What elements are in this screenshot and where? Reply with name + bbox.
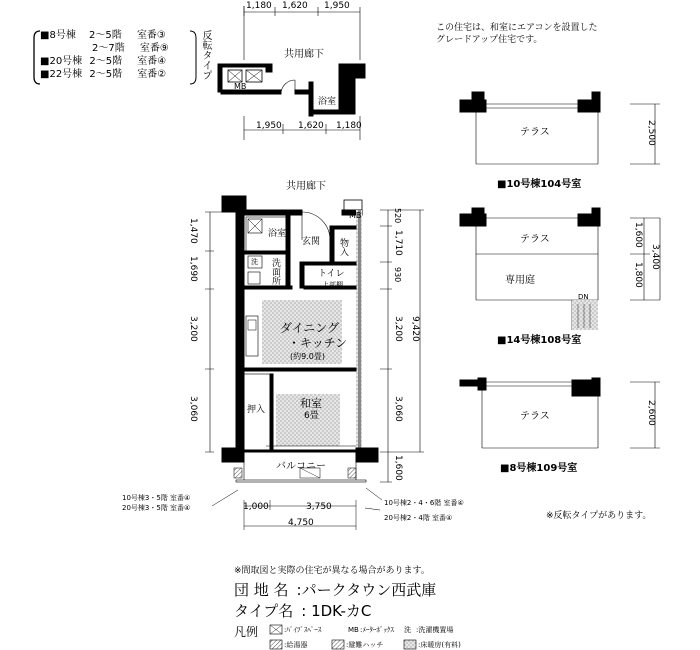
room-kitchen: ・キッチン <box>288 336 348 350</box>
variant-1-plan <box>460 92 660 164</box>
dim-left-3: 3,200 <box>188 316 198 342</box>
list-room: 室番③ <box>136 30 166 41</box>
legend-water-heater: :給湯器 <box>284 641 308 649</box>
dim-right-4: 3,200 <box>393 316 403 342</box>
list-room: 室番② <box>137 69 167 80</box>
list-row-1 <box>40 31 166 41</box>
inset-mb-label: MB <box>234 82 247 91</box>
variant-2-dim-3: 3,400 <box>650 244 660 270</box>
list-floors: 2〜5階 <box>89 56 123 67</box>
estate-name <box>234 583 436 598</box>
callout-right-2: 20号棟2・4階 室番④ <box>384 514 453 522</box>
list-floors: 2〜5階 <box>89 30 122 41</box>
legend-meter-box: :ﾒｰﾀｰﾎﾞｯｸｽ <box>360 626 394 634</box>
room-closet: 押入 <box>247 405 266 415</box>
dim-left-1: 1,470 <box>188 218 198 244</box>
variant-3-dim: 2,600 <box>646 400 656 426</box>
disclaimer: ※間取図と実際の住宅が異なる場合があります。 <box>234 566 430 576</box>
mb-label: MB <box>349 211 362 220</box>
variant-1-label: ■10号棟104号室 <box>497 179 582 190</box>
dim-right-3: 930 <box>393 267 402 283</box>
legend-floor-heating: :床暖房(有料) <box>418 641 461 649</box>
inset-dim-top-1: 1,180 <box>246 1 272 11</box>
note-line-2: グレードアップ住宅です。 <box>436 35 543 45</box>
legend-washer-symbol: 洗 <box>404 626 411 634</box>
list-building: 20号棟 <box>49 56 83 67</box>
dim-right-2: 1,710 <box>393 230 403 256</box>
variant-2-dim-1: 1,600 <box>633 222 643 248</box>
dim-right-1: 520 <box>393 208 402 224</box>
room-dining: ダイニング <box>280 321 340 335</box>
room-toilet-sub: 上部棚 <box>322 281 343 289</box>
legend-pipe-space: :ﾊﾟｲﾌﾟｽﾍﾟｰｽ <box>284 626 322 634</box>
variant-2-label: ■14号棟108号室 <box>497 335 582 346</box>
inset-dim-top-2: 1,620 <box>282 1 308 11</box>
list-floors: 2〜5階 <box>89 69 123 80</box>
type-value: : 1DK-カC <box>301 602 372 620</box>
variant-3-plan <box>460 378 660 448</box>
room-washroom: 洗面所 <box>270 258 280 285</box>
list-room: 室番⑨ <box>139 43 169 54</box>
variant-2-dim-2: 1,800 <box>633 262 643 288</box>
dim-right-6: 1,600 <box>393 455 403 481</box>
variant-3-label: ■8号棟109号室 <box>500 463 578 474</box>
dim-bottom-total: 4,750 <box>288 518 314 528</box>
inset-dim-bottom-3: 1,180 <box>336 121 362 131</box>
list-room: 室番④ <box>137 56 167 67</box>
corridor-label: 共用廊下 <box>286 181 326 192</box>
list-row-4 <box>40 70 166 80</box>
list-bullet: ■ <box>40 30 50 41</box>
type-name <box>234 604 371 619</box>
inset-bath-label: 浴室 <box>318 97 337 107</box>
dim-left-2: 1,690 <box>188 256 198 282</box>
room-balcony: バルコニー <box>276 461 326 472</box>
list-row-2 <box>92 44 169 54</box>
list-bullet: ■ <box>40 56 50 67</box>
inset-dim-top-3: 1,950 <box>324 1 350 11</box>
list-row-3 <box>40 57 166 67</box>
dim-left-4: 3,060 <box>188 396 198 422</box>
estate-value: :パークタウン西武庫 <box>296 581 437 599</box>
room-storage: 物入 <box>338 238 348 256</box>
reverse-bracket <box>190 31 196 84</box>
dim-total: 9,420 <box>410 316 420 342</box>
variant-2-garden: 専用庭 <box>505 275 535 286</box>
variant-1-dim: 2,500 <box>646 120 656 146</box>
note-line-1: この住宅は、和室にエアコンを設置した <box>436 23 598 33</box>
dim-right-5: 3,060 <box>393 396 403 422</box>
variant-2-terrace: テラス <box>520 234 550 245</box>
room-washitsu: 和室 <box>300 397 322 410</box>
room-washitsu-size: 6畳 <box>304 411 319 421</box>
room-dining-area: (約9.0畳) <box>290 352 325 361</box>
list-building: 8号棟 <box>49 30 76 41</box>
variant-2-dn: DN <box>578 293 589 301</box>
room-bath: 浴室 <box>268 229 287 239</box>
estate-label: 団 地 名 <box>234 581 289 599</box>
reverse-type-label: 反転タイプ <box>200 30 211 80</box>
legend-washer: :洗濯機置場 <box>416 626 454 634</box>
dim-bottom-2: 3,750 <box>306 502 332 512</box>
variant-2-plan <box>460 208 660 330</box>
inset-dim-bottom-1: 1,950 <box>256 121 282 131</box>
legend-mb-symbol: MB <box>348 626 359 634</box>
inset-dim-bottom-2: 1,620 <box>298 121 324 131</box>
washer-mark: 洗 <box>251 258 258 266</box>
variant-3-terrace: テラス <box>520 411 550 422</box>
variant-1-terrace: テラス <box>520 127 550 138</box>
callout-left-2: 20号棟3・5階 室番④ <box>122 504 191 512</box>
inset-plan <box>218 6 365 140</box>
legend-escape-hatch: :避難ハッチ <box>346 641 384 649</box>
callout-left-1: 10号棟3・5階 室番④ <box>122 494 191 502</box>
room-entrance: 玄関 <box>302 237 321 247</box>
inset-corridor-label: 共用廊下 <box>284 49 324 60</box>
list-bullet: ■ <box>40 69 50 80</box>
type-label: タイプ名 <box>234 602 294 620</box>
callout-right-1: 10号棟2・4・6階 室番④ <box>384 499 464 507</box>
list-building: 22号棟 <box>49 69 83 80</box>
legend-title: 凡例 <box>234 625 259 639</box>
dim-bottom-1: 1,000 <box>243 502 269 512</box>
room-toilet: トイレ <box>318 269 345 279</box>
reverse-note: ※反転タイプがあります。 <box>546 511 652 521</box>
list-floors: 2〜7階 <box>92 43 125 54</box>
